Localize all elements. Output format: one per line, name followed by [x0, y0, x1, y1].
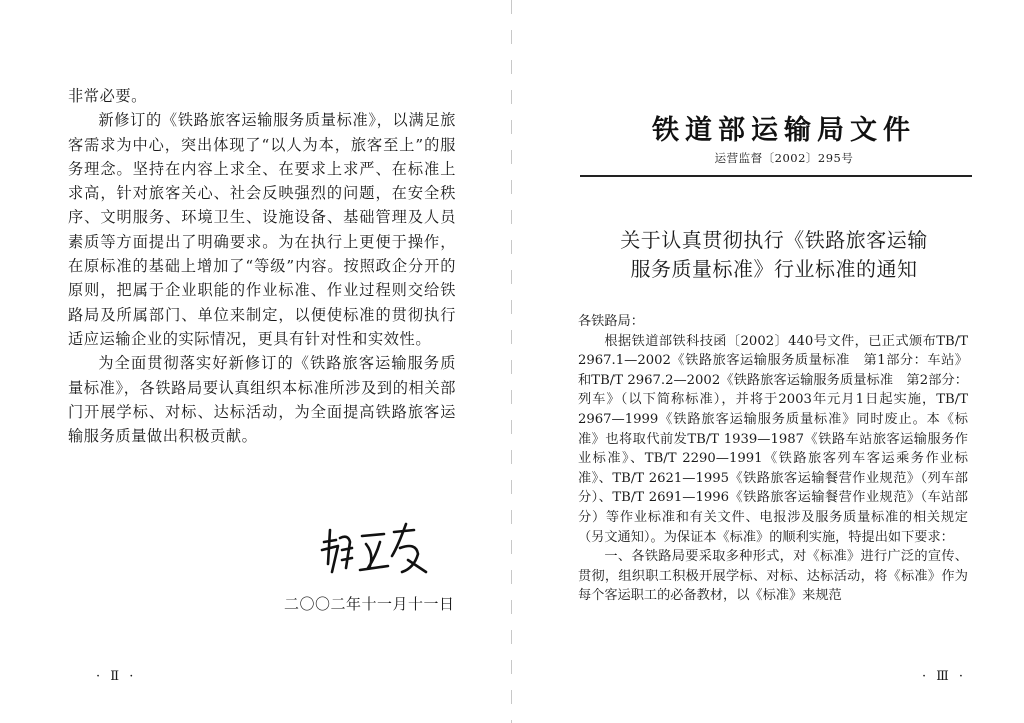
handwritten-signature	[318, 520, 438, 580]
right-page	[514, 0, 1024, 723]
right-paragraph-2: 一、各铁路局要采取多种形式，对《标准》进行广泛的宣传、贯彻，组织职工积极开展学标、对标、达标活动，将《标准》作为每个客运职工的必备教材，以《标准》来规范	[578, 549, 968, 604]
page-gutter	[511, 0, 512, 723]
salutation: 各铁路局：	[578, 314, 644, 329]
left-paragraph-3: 为全面贯彻落实好新修订的《铁路旅客运输服务质量标准》，各铁路局要认真组织本标准所涉及到的相关部门开展学标、对标、达标活动，为全面提高铁路旅客运输服务质量做出积极贡献。	[68, 354, 456, 446]
left-page	[0, 0, 510, 723]
notice-title	[574, 226, 974, 284]
header-divider	[580, 175, 972, 177]
right-page-body	[578, 312, 968, 606]
page-number-right: · Ⅲ ·	[922, 669, 967, 684]
right-paragraph-1: 根据铁道部铁科技函〔2002〕440号文件，已正式颁布TB/T 2967.1—2002《铁路旅客运输服务质量标准 第1部分：车站》和TB/T 2967.2—2002《铁路旅客运输服务质量标准 第2部分：列车》（以下简称标准），并将于2003年元月1日起实施，TB/T 2967—1999《铁路旅客运输服务质量标准》同时废止。本《标准》也将取代前发TB/T 1939—1987《铁路车站旅客运输服务作业标准》、TB/T 2290—1991《铁路旅客列车客运乘务作业标准》、TB/T 2621—1995《铁路旅客运输餐营作业规范》（列车部分）、TB/T 2691—1996《铁路旅客运输餐营作业规范》（车站部分）等作业标准和有关文件、电报涉及服务质量标准的相关规定（另文通知）。为保证本《标准》的顺利实施，特提出如下要求：	[578, 333, 968, 545]
document-header: 铁道部运输局文件	[652, 115, 916, 146]
notice-title-line-2: 服务质量标准》行业标准的通知	[630, 257, 918, 281]
notice-title-line-1: 关于认真贯彻执行《铁路旅客运输	[620, 228, 928, 252]
left-page-body	[68, 84, 456, 448]
page-number-left: · Ⅱ ·	[96, 669, 137, 684]
left-paragraph-2: 新修订的《铁路旅客运输服务质量标准》，以满足旅客需求为中心，突出体现了“以人为本，旅客至上”的服务理念。坚持在内容上求全、在要求上求严、在标准上求高，针对旅客关心、社会反映强烈的问题，在安全秩序、文明服务、环境卫生、设施设备、基础管理及人员素质等方面提出了明确要求。为在执行上更便于操作，在原标准的基础上增加了“等级”内容。按照政企分开的原则，把属于企业职能的作业标准、作业过程则交给铁路局及所属部门、单位来制定，以便使标准的贯彻执行适应运输企业的实际情况，更具有针对性和实效性。	[68, 111, 456, 348]
left-paragraph-1: 非常必要。	[68, 87, 147, 105]
document-number: 运营监督〔2002〕295号	[714, 151, 854, 165]
signing-date: 二〇〇二年十一月十一日	[284, 595, 455, 613]
signature-drawing	[318, 520, 438, 580]
